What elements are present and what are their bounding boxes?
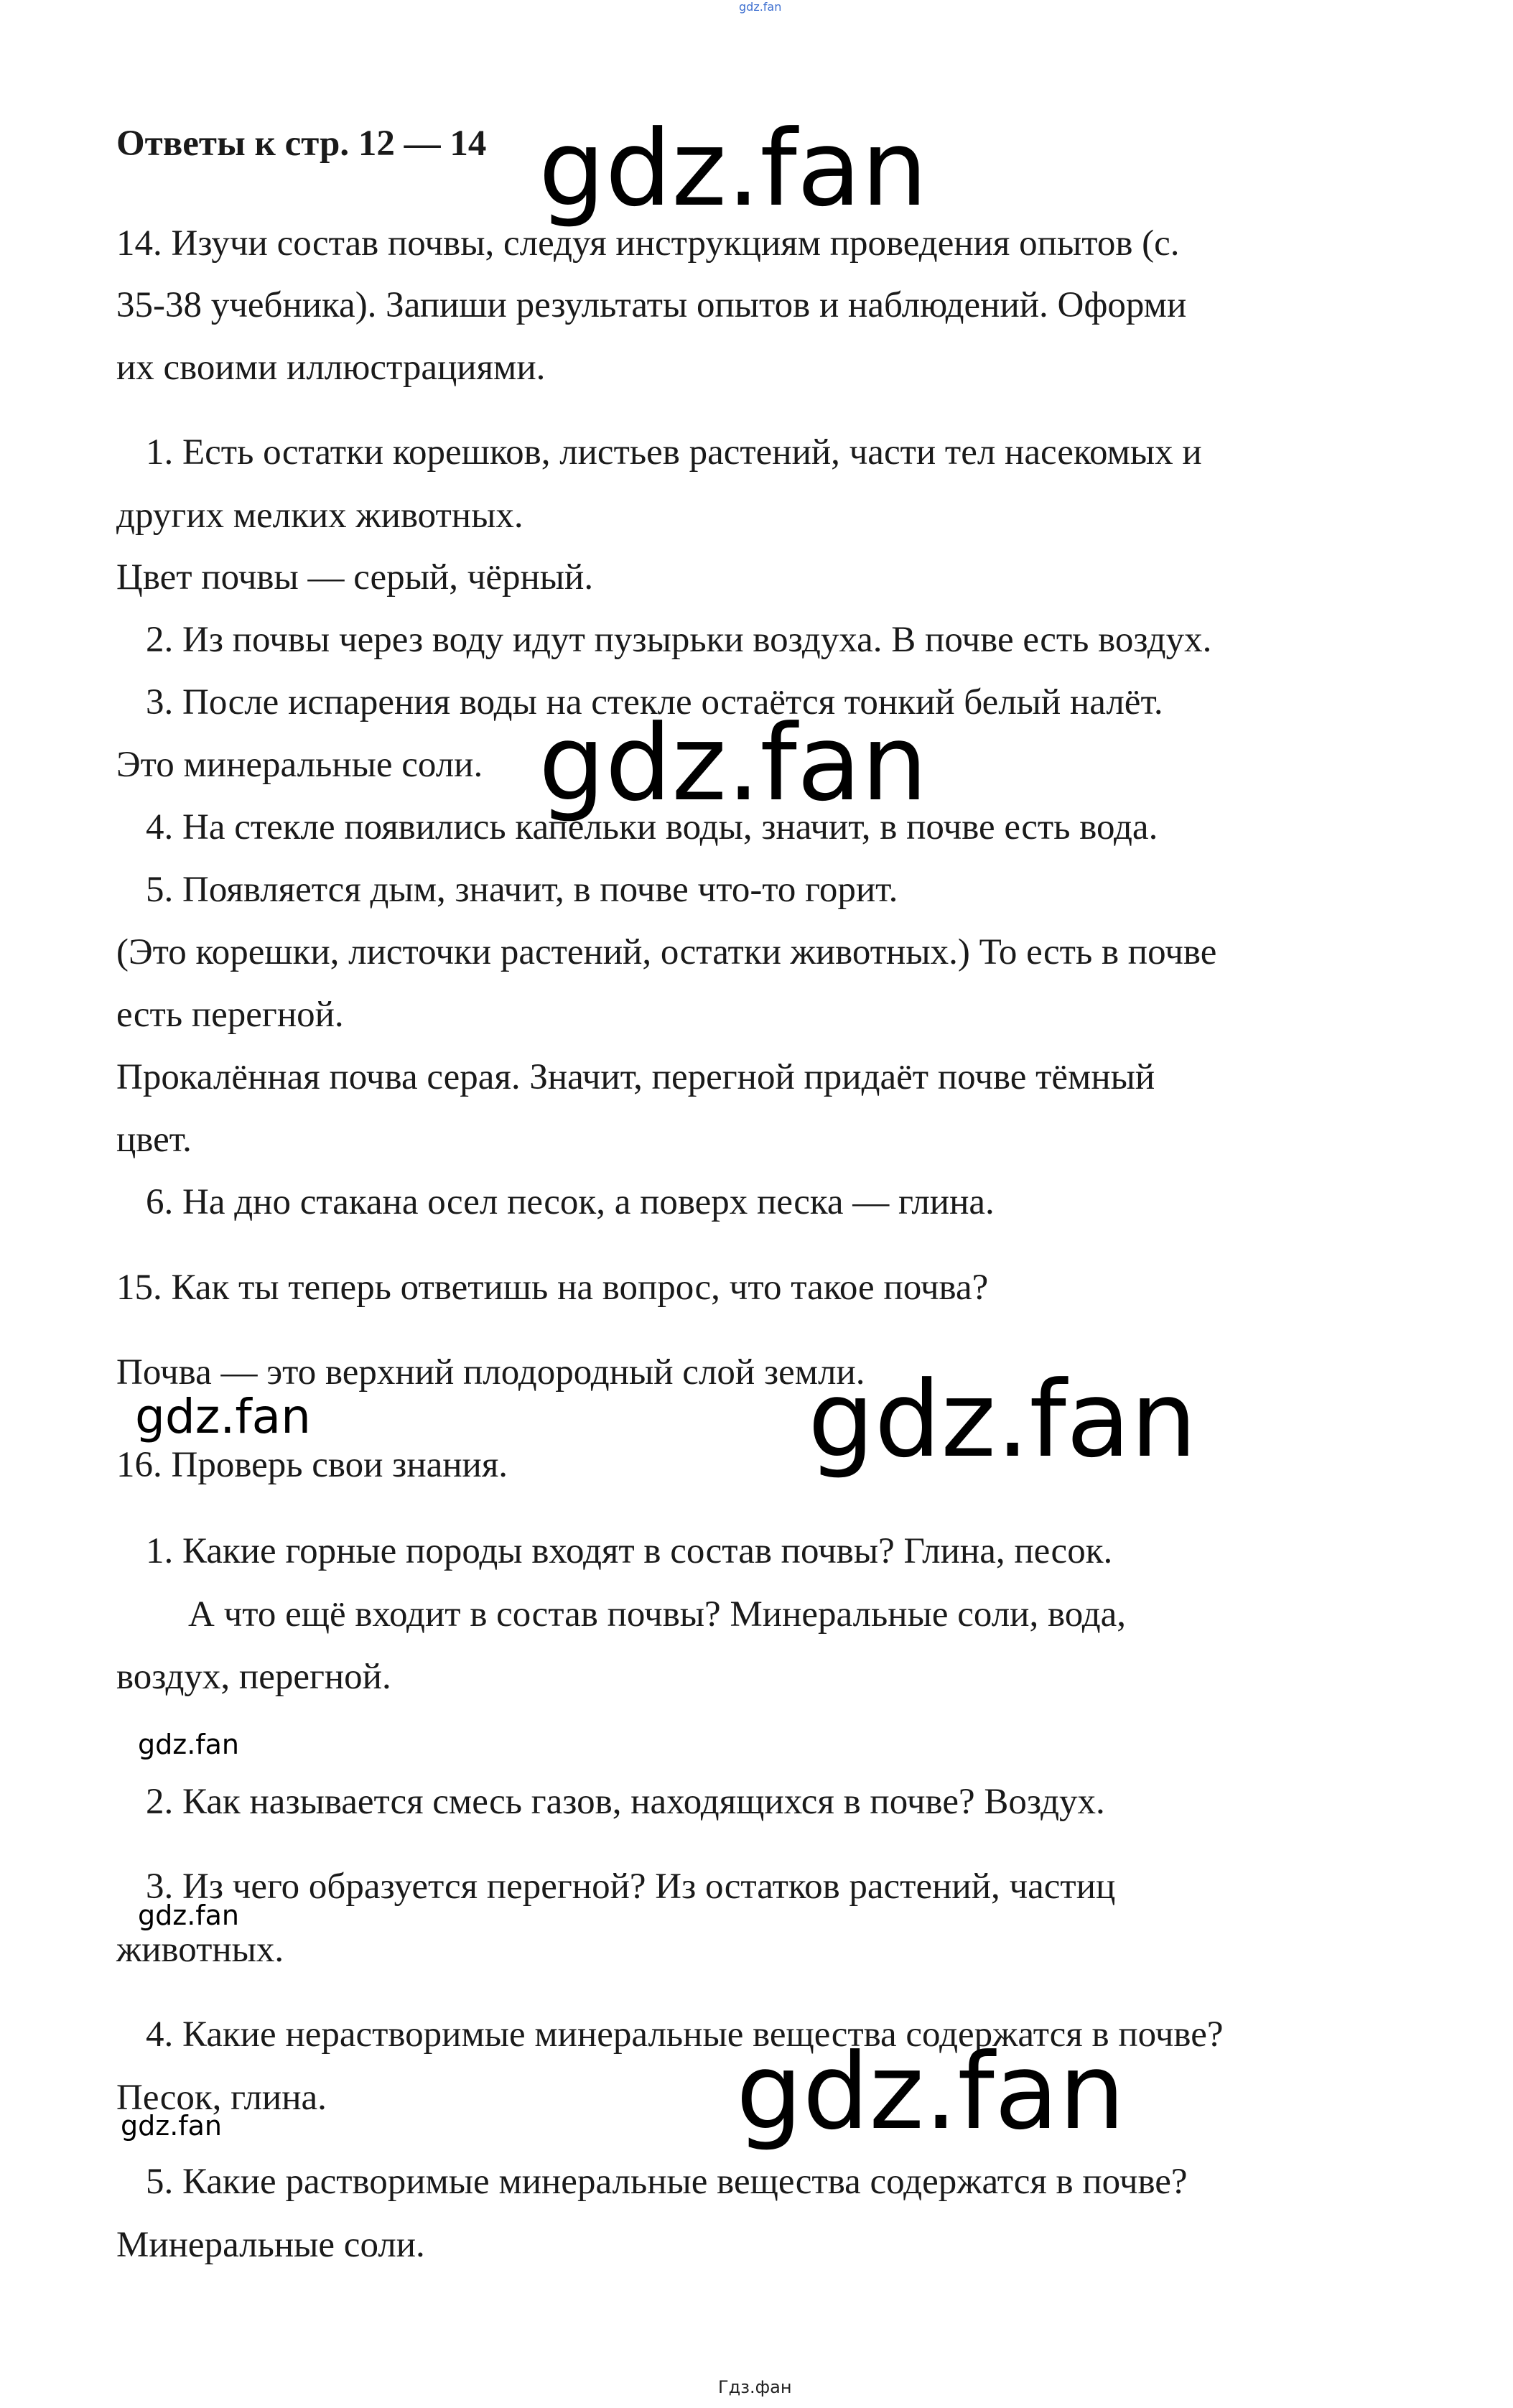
task16-title: 16. Проверь свои знания.: [116, 1445, 508, 1485]
task14-answer-line: 2. Из почвы через воду идут пузырьки воздуха. В почве есть воздух.: [146, 620, 1212, 660]
watermark-small: gdz.fan: [138, 1900, 240, 1931]
task16-line: 5. Какие растворимые минеральные вещества содержатся в почве?: [146, 2162, 1188, 2202]
task15-answer: Почва — это верхний плодородный слой земли.: [116, 1352, 865, 1393]
task14-question-line: 14. Изучи состав почвы, следуя инструкциям проведения опытов (с.: [116, 223, 1180, 264]
task14-answer-line: 1. Есть остатки корешков, листьев растений, части тел насекомых и: [146, 432, 1202, 473]
task14-answer-line: Это минеральные соли.: [116, 745, 483, 785]
watermark-top: gdz.fan: [739, 0, 782, 14]
task16-line: 3. Из чего образуется перегной? Из остатков растений, частиц: [146, 1867, 1116, 1907]
page-title: Ответы к стр. 12 — 14: [116, 124, 487, 164]
task14-question-line: 35-38 учебника). Запиши результаты опытов и наблюдений. Оформи: [116, 285, 1187, 325]
task16-line: воздух, перегной.: [116, 1657, 391, 1697]
task14-answer-line: других мелких животных.: [116, 496, 523, 536]
watermark-large: gdz.fan: [808, 1359, 1197, 1481]
task16-line: Минеральные соли.: [116, 2225, 425, 2265]
task14-question-line: их своими иллюстрациями.: [116, 348, 546, 388]
watermark-large: gdz.fan: [539, 108, 928, 230]
task16-line: животных.: [116, 1930, 284, 1970]
watermark-medium: gdz.fan: [135, 1389, 311, 1444]
watermark-large: gdz.fan: [539, 702, 928, 824]
task14-answer-line: Прокалённая почва серая. Значит, перегной придаёт почве тёмный: [116, 1057, 1155, 1097]
task14-answer-line: Цвет почвы — серый, чёрный.: [116, 557, 594, 598]
watermark-small: gdz.fan: [121, 2110, 223, 2142]
footer-watermark: Гдз.фан: [718, 2377, 792, 2397]
task14-answer-line: 6. На дно стакана осел песок, а поверх песка — глина.: [146, 1182, 995, 1222]
task16-line: А что ещё входит в состав почвы? Минеральные соли, вода,: [188, 1594, 1127, 1635]
watermark-large: gdz.fan: [736, 2031, 1125, 2153]
task16-line: Песок, глина.: [116, 2078, 327, 2118]
task16-line: 4. Какие нерастворимые минеральные вещества содержатся в почве?: [146, 2014, 1224, 2055]
task14-answer-line: (Это корешки, листочки растений, остатки животных.) То есть в почве: [116, 932, 1217, 972]
task15-question: 15. Как ты теперь ответишь на вопрос, что такое почва?: [116, 1268, 989, 1308]
task14-answer-line: цвет.: [116, 1120, 192, 1160]
task16-line: 2. Как называется смесь газов, находящихся в почве? Воздух.: [146, 1782, 1105, 1822]
task14-answer-line: есть перегной.: [116, 995, 344, 1035]
task14-answer-line: 4. На стекле появились капельки воды, значит, в почве есть вода.: [146, 807, 1158, 847]
task14-answer-line: 3. После испарения воды на стекле остаётся тонкий белый налёт.: [146, 682, 1163, 722]
task16-line: 1. Какие горные породы входят в состав почвы? Глина, песок.: [146, 1531, 1113, 1571]
task14-answer-line: 5. Появляется дым, значит, в почве что-то горит.: [146, 870, 898, 910]
watermark-small: gdz.fan: [138, 1729, 240, 1760]
